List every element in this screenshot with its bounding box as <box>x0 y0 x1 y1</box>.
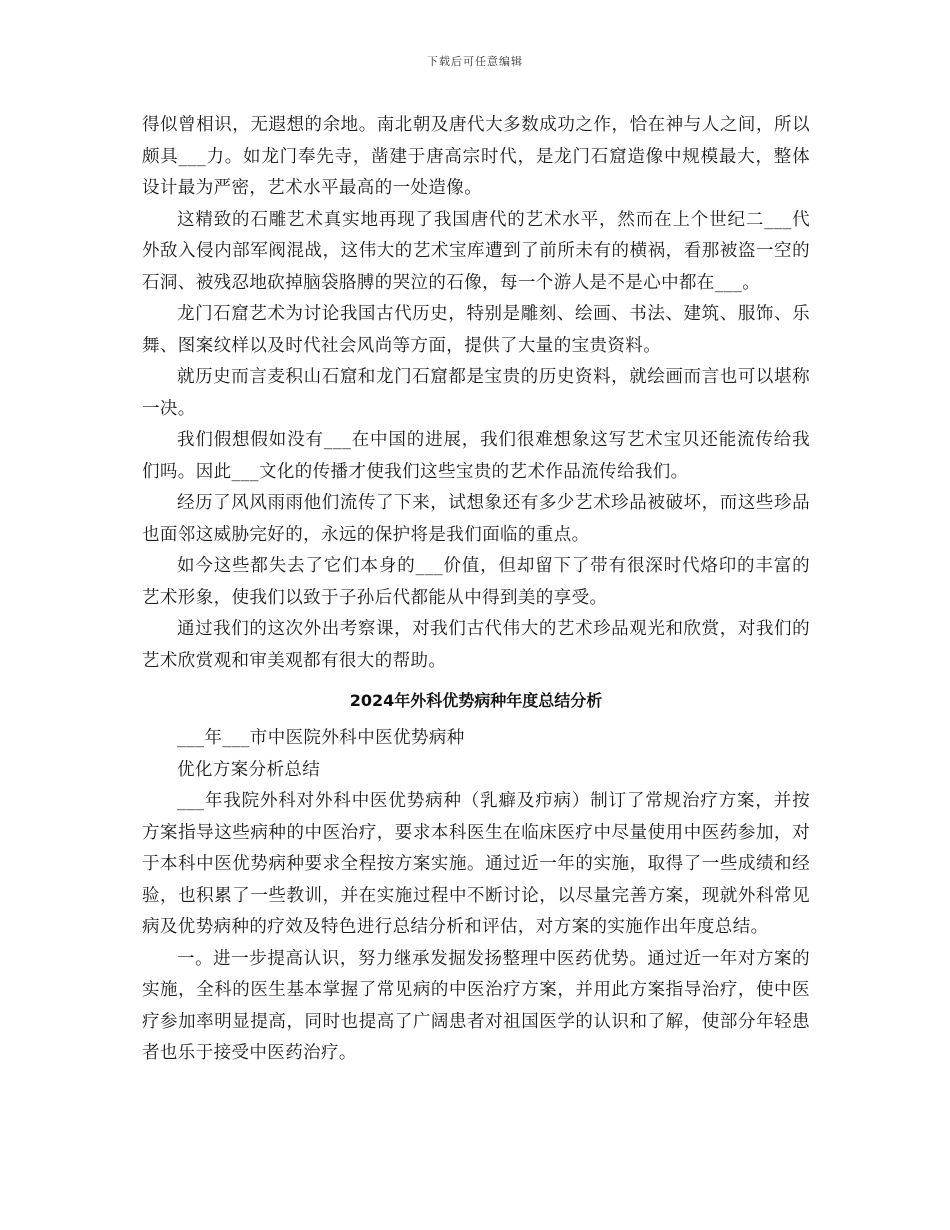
paragraph-conclusion: 通过我们的这次外出考察课，对我们古代伟大的艺术珍品观光和欣赏，对我们的艺术欣赏观和审美观都有很大的帮助。 <box>142 619 810 671</box>
paragraph-continuation: 得似曾相识，无遐想的余地。南北朝及唐代大多数成功之作，恰在神与人之间，所以颇具___力。如龙门奉先寺，凿建于唐高宗时代，是龙门石窟造像中规模最大，整体设计最为严密，艺术水平最高的一处造像。 <box>142 115 810 198</box>
paragraph-imagine: 我们假想假如没有___在中国的进展，我们很难想象这写艺术宝贝还能流传给我们吗。因此___文化的传播才使我们这些宝贵的艺术作品流传给我们。 <box>142 430 810 482</box>
paragraph-protection: 经历了风风雨雨他们流传了下来，试想象还有多少艺术珍品被破坏，而这些珍品也面邻这威胁完好的，永远的保护将是我们面临的重点。 <box>142 493 810 545</box>
paragraph-subtitle-line: 优化方案分析总结 <box>177 759 321 780</box>
page-header-note: 下载后可任意编辑 <box>427 55 523 68</box>
paragraph-summary-intro: ___年我院外科对外科中医优势病种（乳癖及疖病）制订了常规治疗方案，并按方案指导这些病种的中医治疗，要求本科医生在临床医疗中尽量使用中医药参加，对于本科中医优势病种要求全程按方案实施。通过近一年的实施，取得了一些成绩和经验，也积累了一些教训，并在实施过程中不断讨论，以尽量完善方案，现就外科常见病及优势病种的疗效及特色进行总结分析和评估，对方案的实施作出年度总结。 <box>142 791 810 937</box>
section-title: 2024年外科优势病种年度总结分析 <box>349 691 603 710</box>
paragraph-point-one: 一。进一步提高认识，努力继承发掘发扬整理中医药优势。通过近一年对方案的实施，全科的医生基本掌握了常见病的中医治疗方案，并用此方案指导治疗，使中医疗参加率明显提高，同时也提高了广阔患者对祖国医学的认识和了解，使部分年轻患者也乐于接受中医药治疗。 <box>142 948 810 1063</box>
paragraph-stone-carving: 这精致的石雕艺术真实地再现了我国唐代的艺术水平，然而在上个世纪二___代外敌入侵内部军阀混战，这伟大的艺术宝库遭到了前所未有的横祸，看那被盗一空的石洞、被残忍地砍掉脑袋胳膊的哭泣的石像，每一个游人是不是心中都在___。 <box>142 209 810 293</box>
paragraph-artistic-value: 如今这些都失去了它们本身的___价值，但却留下了带有很深时代烙印的丰富的艺术形象，使我们以致于子孙后代都能从中得到美的享受。 <box>142 556 810 608</box>
paragraph-hospital-line: ___年___市中医院外科中医优势病种 <box>177 728 465 748</box>
paragraph-historical-materials: 龙门石窟艺术为讨论我国古代历史，特别是雕刻、绘画、书法、建筑、服饰、乐舞、图案纹样以及时代社会风尚等方面，提供了大量的宝贵资料。 <box>142 304 810 356</box>
paragraph-history-painting: 就历史而言麦积山石窟和龙门石窟都是宝贵的历史资料，就绘画而言也可以堪称一决。 <box>142 367 810 419</box>
document-body <box>142 110 810 1070</box>
